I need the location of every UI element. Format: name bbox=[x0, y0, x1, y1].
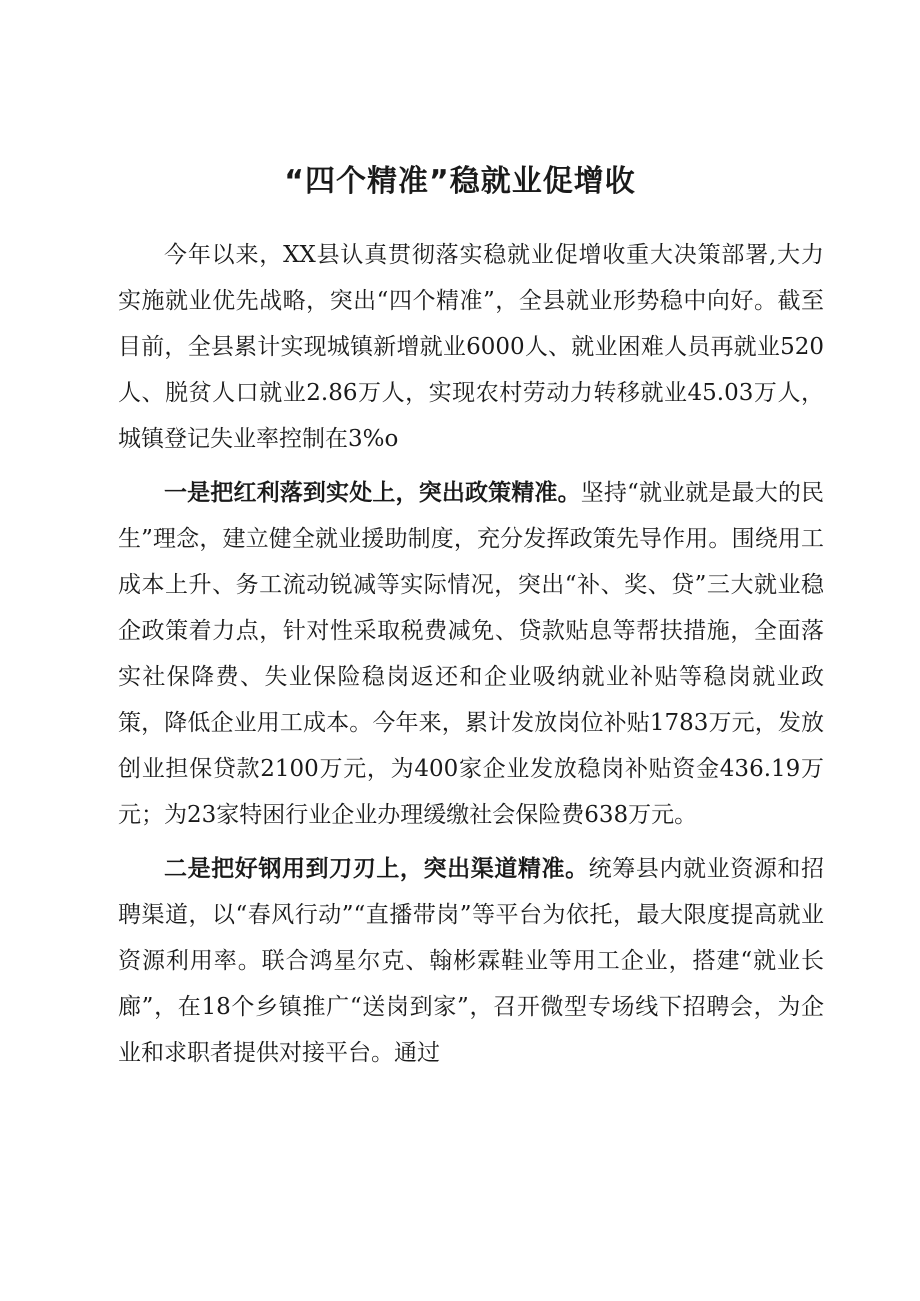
paragraph-lead-heading: 一是把红利落到实处上，突出政策精准。 bbox=[164, 479, 581, 506]
paragraph-lead-heading: 二是把好钢用到刀刃上，突出渠道精准。 bbox=[164, 855, 589, 882]
paragraph-policy-precision bbox=[118, 470, 824, 838]
document-title: “四个精准”稳就业促增收 bbox=[284, 164, 636, 199]
paragraph-text: 今年以来，XX县认真贯彻落实稳就业促增收重大决策部署,大力实施就业优先战略，突出“四个精准”，全县就业形势稳中向好。截至目前，全县累计实现城镇新增就业6000人、就业困难人员再就业520人、脱贫人口就业2.86万人，实现农村劳动力转移就业45.03万人，城镇登记失业率控制在3%o bbox=[118, 242, 824, 452]
paragraph-text: 统筹县内就业资源和招聘渠道，以“春风行动”“直播带岗”等平台为依托，最大限度提高就业资源利用率。联合鸿星尔克、翰彬霖鞋业等用工企业，搭建“就业长廊”，在18个乡镇推广“送岗到家”，召开微型专场线下招聘会，为企业和求职者提供对接平台。通过 bbox=[118, 856, 825, 1066]
paragraph-text: 坚持“就业就是最大的民生”理念，建立健全就业援助制度，充分发挥政策先导作用。围绕用工成本上升、务工流动锐减等实际情况，突出“补、奖、贷”三大就业稳企政策着力点，针对性采取税费减免、贷款贴息等帮扶措施，全面落实社保降费、失业保险稳岗返还和企业吸纳就业补贴等稳岗就业政策，降低企业用工成本。今年来，累计发放岗位补贴1783万元，发放创业担保贷款2100万元，为400家企业发放稳岗补贴资金436.19万元；为23家特困行业企业办理缓缴社会保险费638万元。 bbox=[118, 480, 825, 828]
paragraph-channel-precision bbox=[118, 846, 824, 1076]
paragraph-intro bbox=[118, 232, 824, 462]
document-body bbox=[118, 232, 824, 1084]
